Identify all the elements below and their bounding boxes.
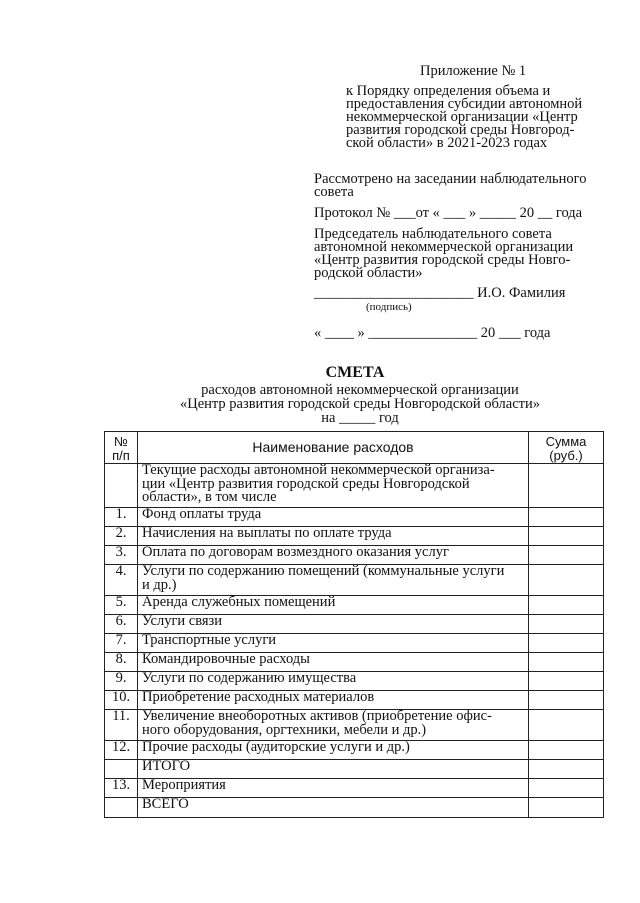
row-number: 9. (105, 672, 138, 691)
row-sum-cell[interactable] (529, 464, 604, 508)
row-sum-cell[interactable] (529, 672, 604, 691)
table-row (105, 691, 604, 710)
row-sum-cell[interactable] (529, 798, 604, 818)
appendix-title: Приложение № 1 (420, 63, 527, 79)
row-number: 4. (105, 565, 138, 596)
row-number: 12. (105, 741, 138, 760)
table-row (105, 634, 604, 653)
table-row (105, 565, 604, 596)
row-sum-cell[interactable] (529, 596, 604, 615)
row-sum-cell[interactable] (529, 653, 604, 672)
appendix-line: ской области» в 2021-2023 годах (346, 135, 548, 151)
subtitle-line: «Центр развития городской среды Новгородской области» (179, 396, 541, 412)
row-expense-name: Услуги связи (138, 615, 529, 634)
subtitle-line: на _____ год (321, 410, 399, 426)
row-expense-name: Транспортные услуги (138, 634, 529, 653)
row-expense-name: Увеличение внеоборотных активов (приобретение офис- ного оборудования, оргтехники, мебели и др.) (138, 710, 529, 741)
header-sum: Сумма (руб.) (529, 432, 604, 464)
row-sum-cell[interactable] (529, 710, 604, 741)
row-expense-name: Мероприятия (138, 779, 529, 798)
estimate-title: СМЕТА (325, 364, 385, 381)
appendix-line: предоставления субсидии автономной (346, 96, 583, 112)
table-row (105, 672, 604, 691)
row-sum-cell[interactable] (529, 634, 604, 653)
considered-line: Рассмотрено на заседании наблюдательного (314, 171, 587, 187)
row-number: 13. (105, 779, 138, 798)
table-row (105, 760, 604, 779)
row-sum-cell[interactable] (529, 691, 604, 710)
appendix-line: к Порядку определения объема и (346, 83, 551, 99)
table-header-row (105, 432, 604, 464)
table-row (105, 710, 604, 741)
row-number: 11. (105, 710, 138, 741)
table-body (105, 464, 604, 818)
row-number: 10. (105, 691, 138, 710)
subtitle-line: расходов автономной некоммерческой организации (201, 382, 519, 398)
chairman-line: «Центр развития городской среды Новго- (314, 252, 571, 268)
row-number: 2. (105, 527, 138, 546)
row-expense-name: Услуги по содержанию имущества (138, 672, 529, 691)
row-number (105, 798, 138, 818)
row-number: 8. (105, 653, 138, 672)
table-row (105, 798, 604, 818)
table-row (105, 546, 604, 565)
row-sum-cell[interactable] (529, 527, 604, 546)
date-line: « ____ » _______________ 20 ___ года (314, 325, 551, 341)
chairman-line: Председатель наблюдательного совета (314, 226, 552, 242)
row-number: 3. (105, 546, 138, 565)
row-expense-name: Оплата по договорам возмездного оказания услуг (138, 546, 529, 565)
row-number (105, 464, 138, 508)
row-number (105, 760, 138, 779)
table-row (105, 464, 604, 508)
protocol-line: Протокол № ___от « ___ » _____ 20 __ года (314, 205, 583, 221)
row-sum-cell[interactable] (529, 741, 604, 760)
table-row (105, 508, 604, 527)
row-expense-name: Приобретение расходных материалов (138, 691, 529, 710)
row-expense-name: Аренда служебных помещений (138, 596, 529, 615)
table-row (105, 615, 604, 634)
table-row (105, 653, 604, 672)
row-expense-name: Текущие расходы автономной некоммерческой организа- ции «Центр развития городской среды Новгородской области», в том числе (138, 464, 529, 508)
row-expense-name: Услуги по содержанию помещений (коммунальные услуги и др.) (138, 565, 529, 596)
signature-caption: (подпись) (366, 301, 412, 313)
table-row (105, 596, 604, 615)
row-sum-cell[interactable] (529, 779, 604, 798)
chairman-line: автономной некоммерческой организации (314, 239, 574, 255)
row-sum-cell[interactable] (529, 565, 604, 596)
row-number: 7. (105, 634, 138, 653)
row-sum-cell[interactable] (529, 760, 604, 779)
row-expense-name: Командировочные расходы (138, 653, 529, 672)
considered-line: совета (314, 184, 354, 200)
signature-line: ______________________ И.О. Фамилия (314, 285, 566, 301)
header-name: Наименование расходов (138, 432, 529, 464)
row-expense-name: Фонд оплаты труда (138, 508, 529, 527)
table-row (105, 779, 604, 798)
table-row (105, 527, 604, 546)
row-sum-cell[interactable] (529, 546, 604, 565)
row-expense-name: Начисления на выплаты по оплате труда (138, 527, 529, 546)
row-sum-cell[interactable] (529, 615, 604, 634)
header-num: № п/п (105, 432, 138, 464)
row-sum-cell[interactable] (529, 508, 604, 527)
estimate-table (104, 431, 604, 818)
row-number: 6. (105, 615, 138, 634)
table-row (105, 741, 604, 760)
appendix-line: некоммерческой организации «Центр (346, 109, 578, 125)
row-expense-name: ВСЕГО (138, 798, 529, 818)
row-expense-name: ИТОГО (138, 760, 529, 779)
row-expense-name: Прочие расходы (аудиторские услуги и др.) (138, 741, 529, 760)
row-number: 1. (105, 508, 138, 527)
appendix-line: развития городской среды Новгород- (346, 122, 575, 138)
chairman-line: родской области» (314, 265, 423, 281)
row-number: 5. (105, 596, 138, 615)
estimate-subtitle (0, 383, 640, 425)
